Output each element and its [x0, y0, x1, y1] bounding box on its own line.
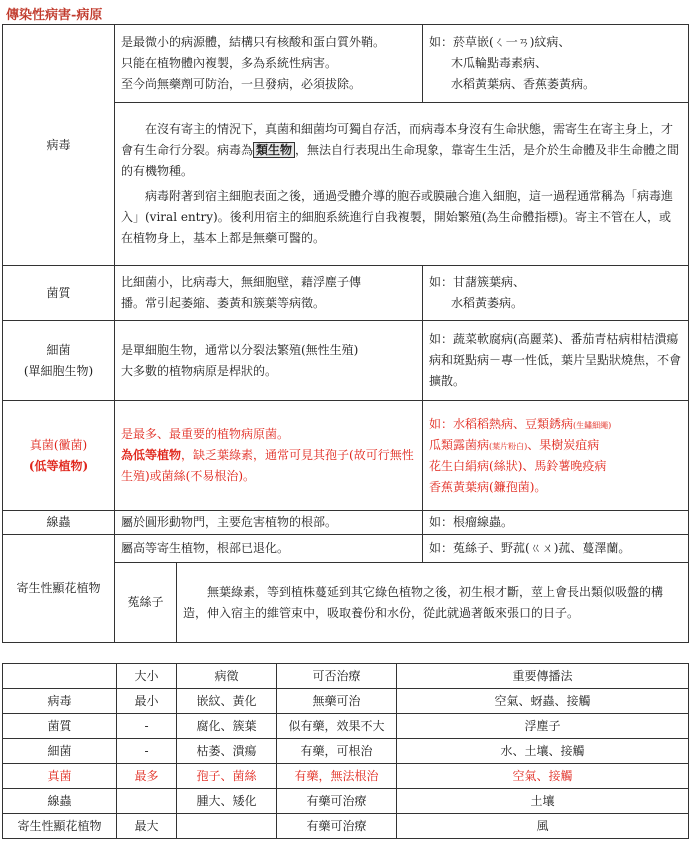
table-cell: 最小: [117, 689, 177, 714]
table-row: [3, 739, 689, 764]
parasitic-label: 寄生性顯花植物: [3, 535, 115, 643]
table-cell: 無藥可治: [277, 689, 397, 714]
phytoplasma-description: 比細菌小，比病毒大，無細胞壁，藉浮塵子傳 播。常引起萎縮、萎黃和簇葉等病徵。: [115, 266, 423, 321]
bacteria-description: 是單細胞生物，通常以分裂法繁殖(無性生殖) 大多數的植物病原是桿狀的。: [115, 321, 423, 401]
table-row: [3, 764, 689, 789]
table-cell: 嵌紋、黃化: [177, 689, 277, 714]
table-cell: 真菌: [3, 764, 117, 789]
nematode-description: 屬於圓形動物門，主要危害植物的根部。: [115, 511, 423, 535]
table-row: [3, 266, 689, 321]
table-cell: 有藥可治療: [277, 789, 397, 814]
fungi-examples: 如：水稻稻熱病、豆類銹病(生鏽細繩) 瓜類露菌病(葉片粉白)、果樹炭疽病 花生白絹病(絲狀)、馬鈴薯晚疫病 香蕉黃葉病(鐮孢菌)。: [423, 401, 689, 511]
table-cell: 腫大、矮化: [177, 789, 277, 814]
column-header: 病徵: [177, 664, 277, 689]
table-header-row: [3, 664, 689, 689]
bacteria-examples: 如：蔬菜軟腐病(高麗菜)、番茄青枯病柑桔潰瘍病和斑點病－專一性低，葉片呈點狀燒焦，不會擴散。: [423, 321, 689, 401]
table-cell: 土壤: [397, 789, 689, 814]
table-cell: 空氣、蚜蟲、接觸: [397, 689, 689, 714]
table-cell: 水、土壤、接觸: [397, 739, 689, 764]
virus-examples: 如：菸草嵌(ㄑ一ㄢ)紋病、 木瓜輪點毒素病、 水稻黃葉病、香蕉萎黃病。: [423, 25, 689, 103]
virus-description: 是最微小的病源體，結構只有核酸和蛋白質外鞘。 只能在植物體內複製，多為系統性病害。 至今尚無藥劑可防治，一旦發病，必須拔除。: [115, 25, 423, 103]
fungi-description: 是最多、最重要的植物病原菌。 為低等植物，缺乏葉綠素，通常可見其孢子(故可行無性生殖)或菌絲(不易根治)。: [115, 401, 423, 511]
column-header: [3, 664, 117, 689]
table-row: [3, 511, 689, 535]
virus-notes: 在沒有寄主的情況下，真菌和細菌均可獨自存活，而病毒本身沒有生命狀態，需寄生在寄主身上，才會有生命行分裂。病毒為 類生物 ，無法自行表現出生命現象，靠寄生生活，是介於生命體及非生命體之間的有機物種。 病毒附著到宿主細胞表面之後，通過受體介導的胞吞或膜融合進入細胞，這一過程通常稱為「病毒進入」(viral entry)。後利用宿主的細胞系統進行自我複製，開始繁殖(為生命體指標)。寄主不管在人，或在植物身上，基本上都是無藥可醫的。: [115, 103, 689, 266]
phytoplasma-label: 菌質: [3, 266, 115, 321]
nematode-example: 如：根瘤線蟲。: [423, 511, 689, 535]
table-row: [3, 689, 689, 714]
column-header: 大小: [117, 664, 177, 689]
table-cell: 寄生性顯花植物: [3, 814, 117, 839]
table-cell: 病毒: [3, 689, 117, 714]
table-row: [3, 401, 689, 511]
table-cell: 最大: [117, 814, 177, 839]
table-cell: -: [117, 714, 177, 739]
table-cell: 線蟲: [3, 789, 117, 814]
fungi-label: 真菌(黴菌) (低等植物): [3, 401, 115, 511]
phytoplasma-examples: 如：甘藷簇葉病、 水稻黃萎病。: [423, 266, 689, 321]
table-cell: 腐化、簇葉: [177, 714, 277, 739]
table-cell: 細菌: [3, 739, 117, 764]
dodder-description: 無葉綠素，等到植株蔓延到其它綠色植物之後，初生根才斷，莖上會長出類似吸盤的構造，伸入宿主的維管束中，吸取養份和水份，從此就過著飯來張口的日子。: [177, 563, 689, 643]
virus-label: 病毒: [3, 25, 115, 266]
table-row: [3, 789, 689, 814]
table-cell: 菌質: [3, 714, 117, 739]
bacteria-label: 細菌 (單細胞生物): [3, 321, 115, 401]
table-cell: 空氣、接觸: [397, 764, 689, 789]
summary-table: [2, 663, 689, 839]
pathogen-table: [2, 24, 689, 643]
table-cell: -: [117, 739, 177, 764]
table-cell: 最多: [117, 764, 177, 789]
parasitic-example: 如：菟絲子、野菰(ㄍㄨ)菰、蔓澤蘭。: [423, 535, 689, 563]
dodder-label: 菟絲子: [115, 563, 177, 643]
table-cell: 似有藥，效果不大: [277, 714, 397, 739]
table-cell: 風: [397, 814, 689, 839]
table-row: [3, 25, 689, 103]
column-header: 重要傳播法: [397, 664, 689, 689]
table-row: [3, 714, 689, 739]
table-cell: 有藥，無法根治: [277, 764, 397, 789]
table-cell: 有藥，可根治: [277, 739, 397, 764]
table-cell: 孢子、菌絲: [177, 764, 277, 789]
table-cell: 浮塵子: [397, 714, 689, 739]
table-row: [3, 321, 689, 401]
parasitic-description: 屬高等寄生植物，根部已退化。: [115, 535, 423, 563]
table-cell: 枯萎、潰瘍: [177, 739, 277, 764]
table-row: [3, 535, 689, 563]
column-header: 可否治療: [277, 664, 397, 689]
table-cell: [117, 789, 177, 814]
page-title: 傳染性病害-病原: [6, 8, 103, 23]
table-cell: [177, 814, 277, 839]
highlight-term: 類生物: [253, 142, 295, 158]
nematode-label: 線蟲: [3, 511, 115, 535]
table-row: [3, 814, 689, 839]
table-cell: 有藥可治療: [277, 814, 397, 839]
